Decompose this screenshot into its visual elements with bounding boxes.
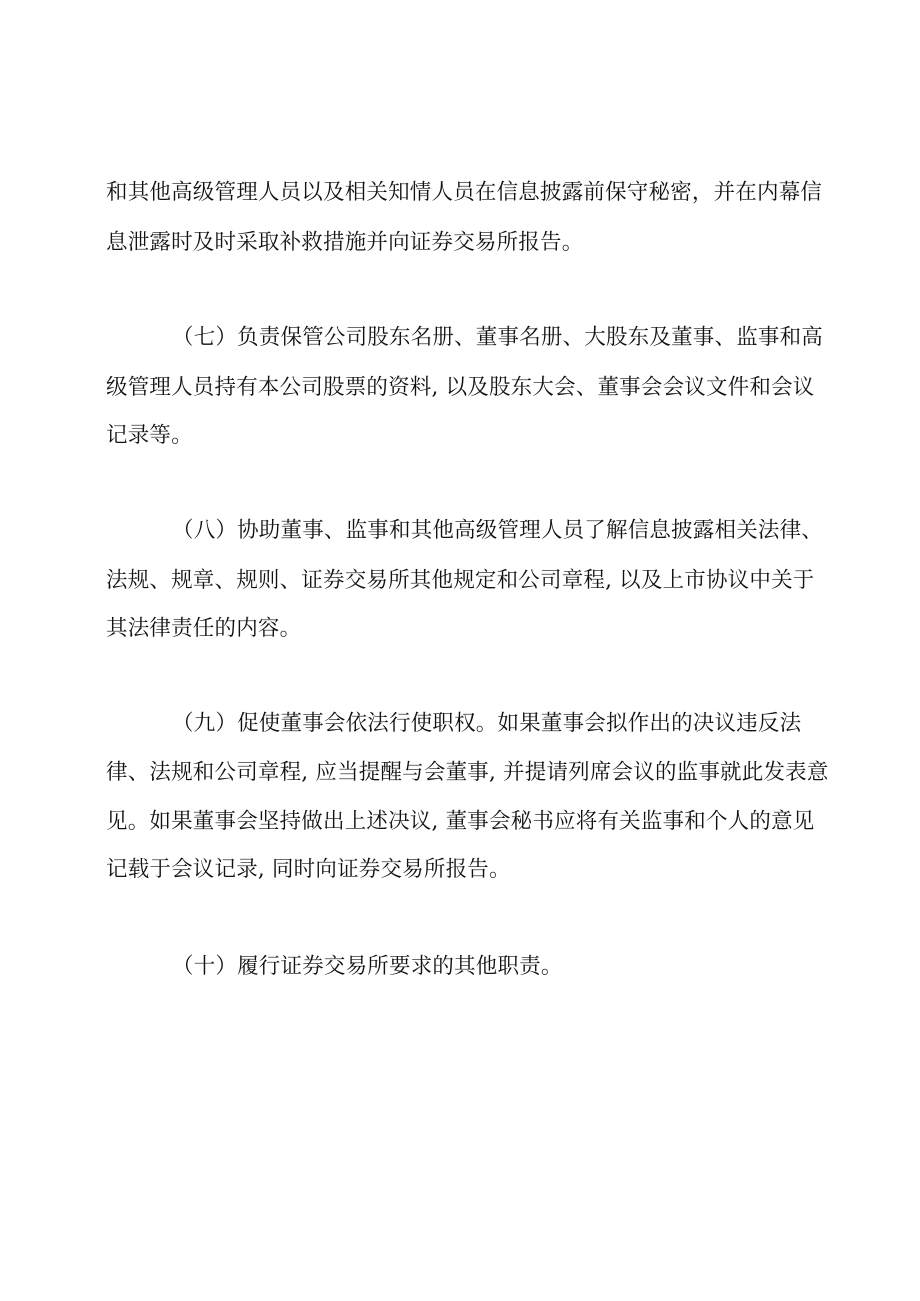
paragraph-continuation-line-2: 息泄露时及时采取补救措施并向证券交易所报告。 [106,230,584,255]
paragraph-item-8-line-3: 其法律责任的内容。 [106,616,302,641]
paragraph-continuation-line-1: 和其他高级管理人员以及相关知情人员在信息披露前保守秘密，并在内幕信 [106,180,823,205]
paragraph-item-7-line-2: 级管理人员持有本公司股票的资料, 以及股东大会、董事会会议文件和会议 [106,375,815,400]
paragraph-item-9-line-2: 律、法规和公司章程, 应当提醒与会董事, 并提请列席会议的监事就此发表意 [106,760,829,785]
paragraph-item-8-line-1: （八）协助董事、监事和其他高级管理人员了解信息披露相关法律、 [172,518,824,543]
paragraph-item-10-line-1: （十）履行证券交易所要求的其他职责。 [172,954,563,979]
paragraph-item-8-line-2: 法规、规章、规则、证券交易所其他规定和公司章程, 以及上市协议中关于 [106,568,815,593]
paragraph-item-7-line-1: （七）负责保管公司股东名册、董事名册、大股东及董事、监事和高 [172,325,824,350]
paragraph-item-7-line-3: 记录等。 [106,423,193,448]
paragraph-item-9-line-1: （九）促使董事会依法行使职权。如果董事会拟作出的决议违反法 [172,711,802,736]
paragraph-item-9-line-3: 见。如果董事会坚持做出上述决议, 董事会秘书应将有关监事和个人的意见 [106,809,815,834]
paragraph-item-9-line-4: 记载于会议记录, 同时向证券交易所报告。 [106,857,511,882]
